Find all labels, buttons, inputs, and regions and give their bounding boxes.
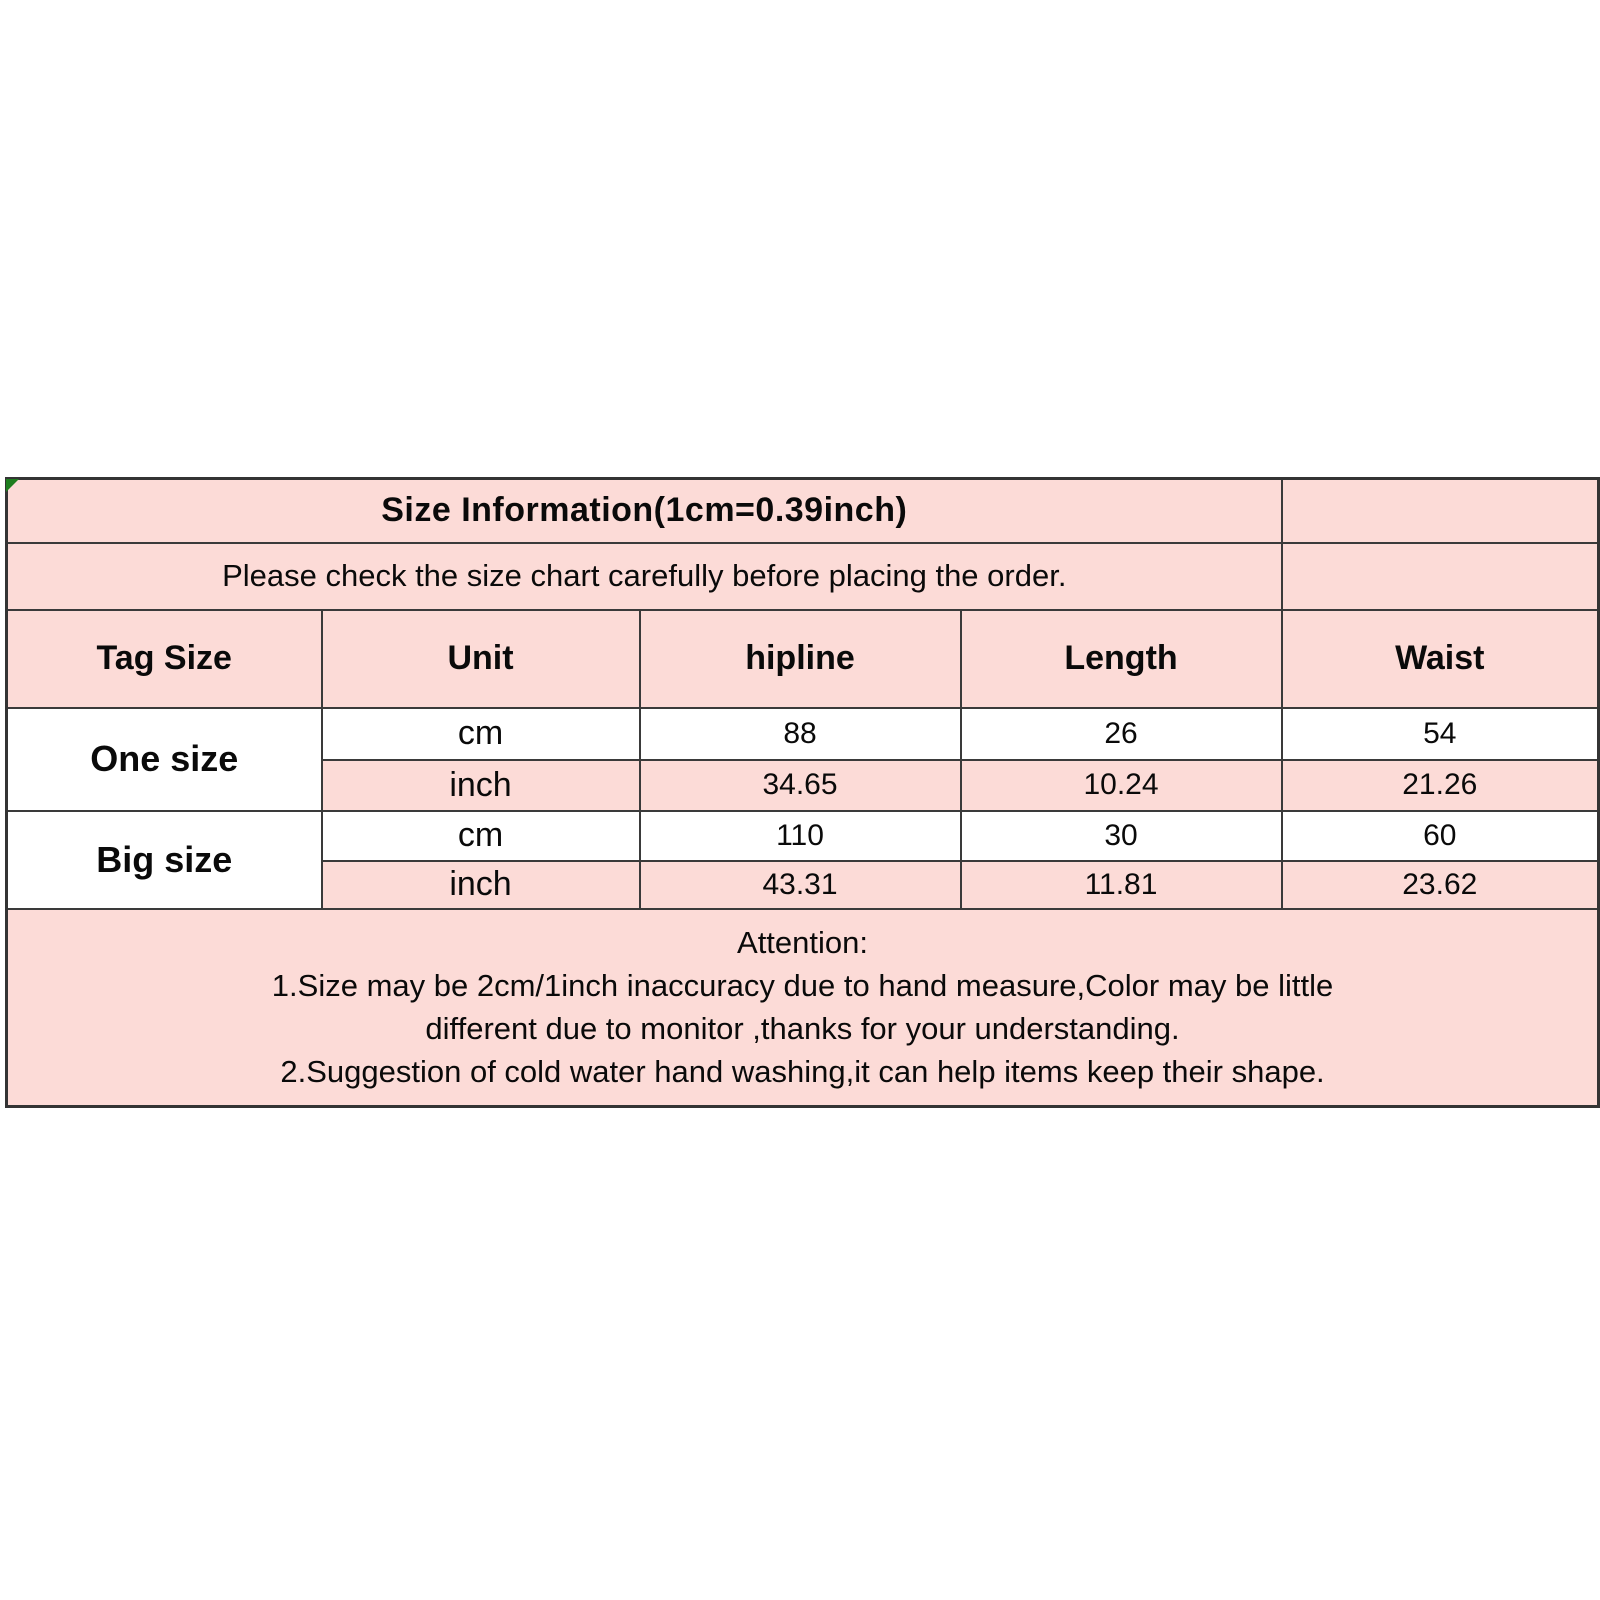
tag-size-one-size: One size [7, 708, 322, 811]
column-header-hipline: hipline [640, 610, 961, 708]
hipline-value: 88 [640, 708, 961, 760]
size-chart-title: Size Information(1cm=0.39inch) [7, 479, 1282, 543]
waist-value: 60 [1282, 811, 1599, 861]
hipline-value: 43.31 [640, 861, 961, 909]
subtitle-row [7, 543, 1599, 610]
attention-line-2: different due to monitor ,thanks for your understanding. [425, 1011, 1180, 1047]
column-header-waist: Waist [1282, 610, 1599, 708]
attention-row [7, 909, 1599, 1107]
tag-size-big-size: Big size [7, 811, 322, 909]
attention-line-1: 1.Size may be 2cm/1inch inaccuracy due to hand measure,Color may be little [271, 968, 1334, 1004]
column-header-tag-size: Tag Size [7, 610, 322, 708]
length-value: 11.81 [961, 861, 1282, 909]
row-one-size-cm [7, 708, 1599, 760]
unit-cell: inch [322, 760, 640, 811]
hipline-value: 110 [640, 811, 961, 861]
row-big-size-cm [7, 811, 1599, 861]
header-row [7, 610, 1599, 708]
unit-cell: cm [322, 708, 640, 760]
waist-value: 23.62 [1282, 861, 1599, 909]
length-value: 26 [961, 708, 1282, 760]
unit-cell: cm [322, 811, 640, 861]
attention-line-3: 2.Suggestion of cold water hand washing,it can help items keep their shape. [280, 1054, 1325, 1090]
waist-value: 21.26 [1282, 760, 1599, 811]
green-corner-marker-icon [6, 479, 19, 492]
subtitle-row-empty-cell [1282, 543, 1599, 610]
column-header-length: Length [961, 610, 1282, 708]
title-row-empty-cell [1282, 479, 1599, 543]
waist-value: 54 [1282, 708, 1599, 760]
size-chart-table [5, 477, 1600, 1108]
unit-cell: inch [322, 861, 640, 909]
title-row [7, 479, 1599, 543]
length-value: 10.24 [961, 760, 1282, 811]
hipline-value: 34.65 [640, 760, 961, 811]
column-header-unit: Unit [322, 610, 640, 708]
size-chart-subtitle: Please check the size chart carefully before placing the order. [7, 543, 1282, 610]
length-value: 30 [961, 811, 1282, 861]
attention-block [7, 909, 1599, 1107]
attention-heading: Attention: [737, 925, 868, 961]
